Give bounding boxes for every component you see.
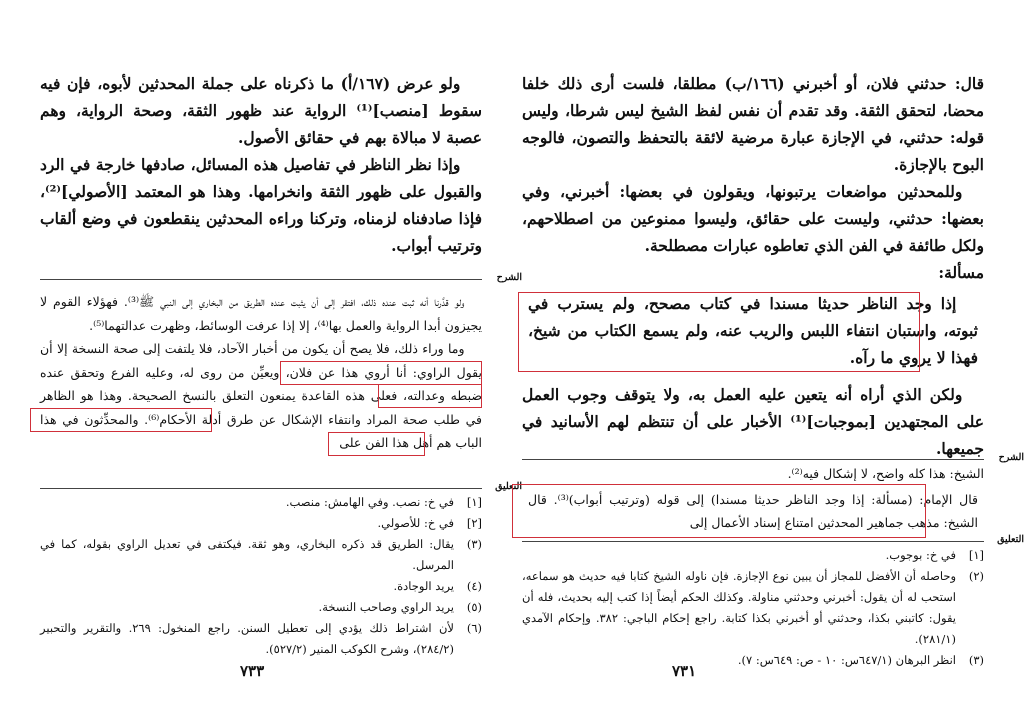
left-commentary-p1: ولو قدَّرنا أنه ثبت عنده ذلك، افتقر إلى أن يثبت عنده الطريق من البخاري إلى النبي ﷺ⁽³⁾. فهؤلاء القوم لا يجيزون أبدا الرواية والعمل بها⁽⁴⁾، إلا إذا عرفت الوسائط، وظهرت عدالتهما⁽⁵⁾. (40, 294, 482, 333)
left-page (40, 0, 522, 723)
right-commentary-label: الشرح (998, 452, 1024, 463)
left-main-text (40, 70, 482, 259)
boxed-paragraph: إذا وجد الناظر حديثا مسندا في كتاب مصحح، ولم يسترب في ثبوته، واستبان انتفاء اللبس والريب عنه، ولم يسمع الكتاب من شيخ، فهذا لا يروي ما رآه. (528, 294, 978, 367)
left-note: (٤) يريد الوجادة. (393, 579, 482, 593)
left-commentary (40, 290, 482, 455)
section-heading: مسألة: (938, 263, 984, 282)
left-note: [١] في خ: نصب. وفي الهامش: منصب. (285, 495, 482, 509)
left-notes (40, 492, 482, 660)
left-page-number: ٧٣٣ (240, 662, 265, 680)
right-notes-label: التعليق (997, 534, 1024, 545)
left-commentary-p2: وما وراء ذلك، فلا يصح أن يكون من أخبار الآحاد، فلا يلتفت إلى صحة النسخة إلا أن يقول الراوي: أنا أروي هذا عن فلان، ويعيِّن من روى له، وعليه الفرع وتحقق عنده ضبطه وعدالته، فعلى هذه القاعدة يمنعون التعلق بالنسخ الصحيحة. وهذا هو الظاهر في طلب صحة المراد وانتفاء الإشكال عن طرق أدلة الأحكام⁽⁶⁾. والمحدِّثون في هذا الباب هم أهل هذا الفن على (40, 341, 482, 450)
left-note: [٢] في خ: للأصولي. (377, 516, 482, 530)
right-paragraph-2: وللمحدثين مواضعات يرتبونها، ويقولون في بعضها: أخبرني، وفي بعضها: حدثني، وليست على حقائق، وليسوا ممنوعين من اصطلاحهم، ولكل طائفة في الفن الذي تعاطوه عبارات مصطلحة. (522, 182, 984, 255)
right-main-text (522, 70, 984, 462)
right-paragraph-1: قال: حدثني فلان، أو أخبرني (١٦٦/ب) مطلقا، فلست أرى ذلك خلفا محضا، لتحقق الثقة. وقد تقدم أن نفس لفظ الشيخ ليس شرطا، وليس قوله: حدثني، في الإجازة عبارة مرضية لائقة بالتحفظ والتصون، فالوجه البوح بالإجازة. (522, 74, 984, 174)
right-note: [١] في خ: بوجوب. (885, 548, 984, 562)
right-note: (٣) انظر البرهان (٦٤٧/١س: ١٠ - ص: ٦٤٩س: ٧). (737, 653, 984, 667)
left-note: (٣) يقال: الطريق قد ذكره البخاري، وهو ثقة. فيكتفى في تعديل الراوي بقوله، كما في المرسل. (40, 537, 482, 572)
right-page (522, 0, 1024, 723)
left-note: (٦) لأن اشتراط ذلك يؤدي إلى تعطيل السنن. راجع المنخول: ٢٦٩. والتقرير والتحبير (٢٨٤/٢)، وشرح الكوكب المنير (٥٢٧/٢). (40, 621, 482, 656)
right-note: (٢) وحاصله أن الأفضل للمجاز أن يبين نوع الإجازة. فإن ناوله الشيخ كتابا فيه حديث هو سماعه، استحب له أن يقول: أخبرني وحدثني مناولة. وكذلك الحكم أيضاً إذا كتب إليه بحديث، فله أن يقول: كاتبني بكذا، وحدثني أو أخبرني بكذا كتابة. راجع إحكام الباجي: ٣٨٢. وإحكام الآمدي (٢٨١/١). (522, 569, 984, 646)
right-commentary-rule (522, 459, 984, 460)
right-notes-rule (522, 541, 984, 542)
left-commentary-label: الشرح (496, 272, 522, 283)
left-paragraph-1: ولو عرض (١٦٧/أ) ما ذكرناه على جملة المحدثين لأبوه، فإن فيه سقوط [منصب]⁽¹⁾ الرواية عند ظهور الثقة، وصحة الرواية، وهم عصبة لا مبالاة بهم في حقائق الأصول. (40, 74, 483, 147)
left-notes-rule (40, 488, 482, 489)
left-commentary-rule (40, 279, 482, 280)
commentary-imam: قال الإمام: (مسألة: إذا وجد الناظر حديثا مسندا) إلى قوله (وترتيب أبواب)⁽³⁾. قال الشيخ: مذهب جماهير المحدثين امتناع إسناد الأعمال إلى (528, 491, 978, 530)
right-paragraph-after: ولكن الذي أراه أنه يتعين عليه العمل به، ولا يتوقف وجوب العمل على المجتهدين [بموجبات]⁽¹⁾ الأخبار على أن تنتظم لهم الأسانيد في جميعها. (522, 385, 984, 458)
right-page-number: ٧٣١ (672, 662, 697, 680)
right-notes (522, 545, 984, 671)
left-note: (٥) يريد الراوي وصاحب النسخة. (318, 600, 482, 614)
commentary-sheikh-line: الشيخ: هذا كله واضح، لا إشكال فيه⁽²⁾. (787, 466, 984, 481)
left-paragraph-2: وإذا نظر الناظر في تفاصيل هذه المسائل، صادفها خارجة في الرد والقبول على ظهور الثقة وانخرامها. وهذا هو المعتمد [الأصولي]⁽²⁾، فإذا صادفناه لزمناه، وتركنا وراءه المحدثين ينقطعون في وضع ألقاب وترتيب أبواب. (40, 155, 482, 255)
right-commentary (522, 462, 984, 537)
left-notes-label: التعليق (495, 481, 522, 492)
